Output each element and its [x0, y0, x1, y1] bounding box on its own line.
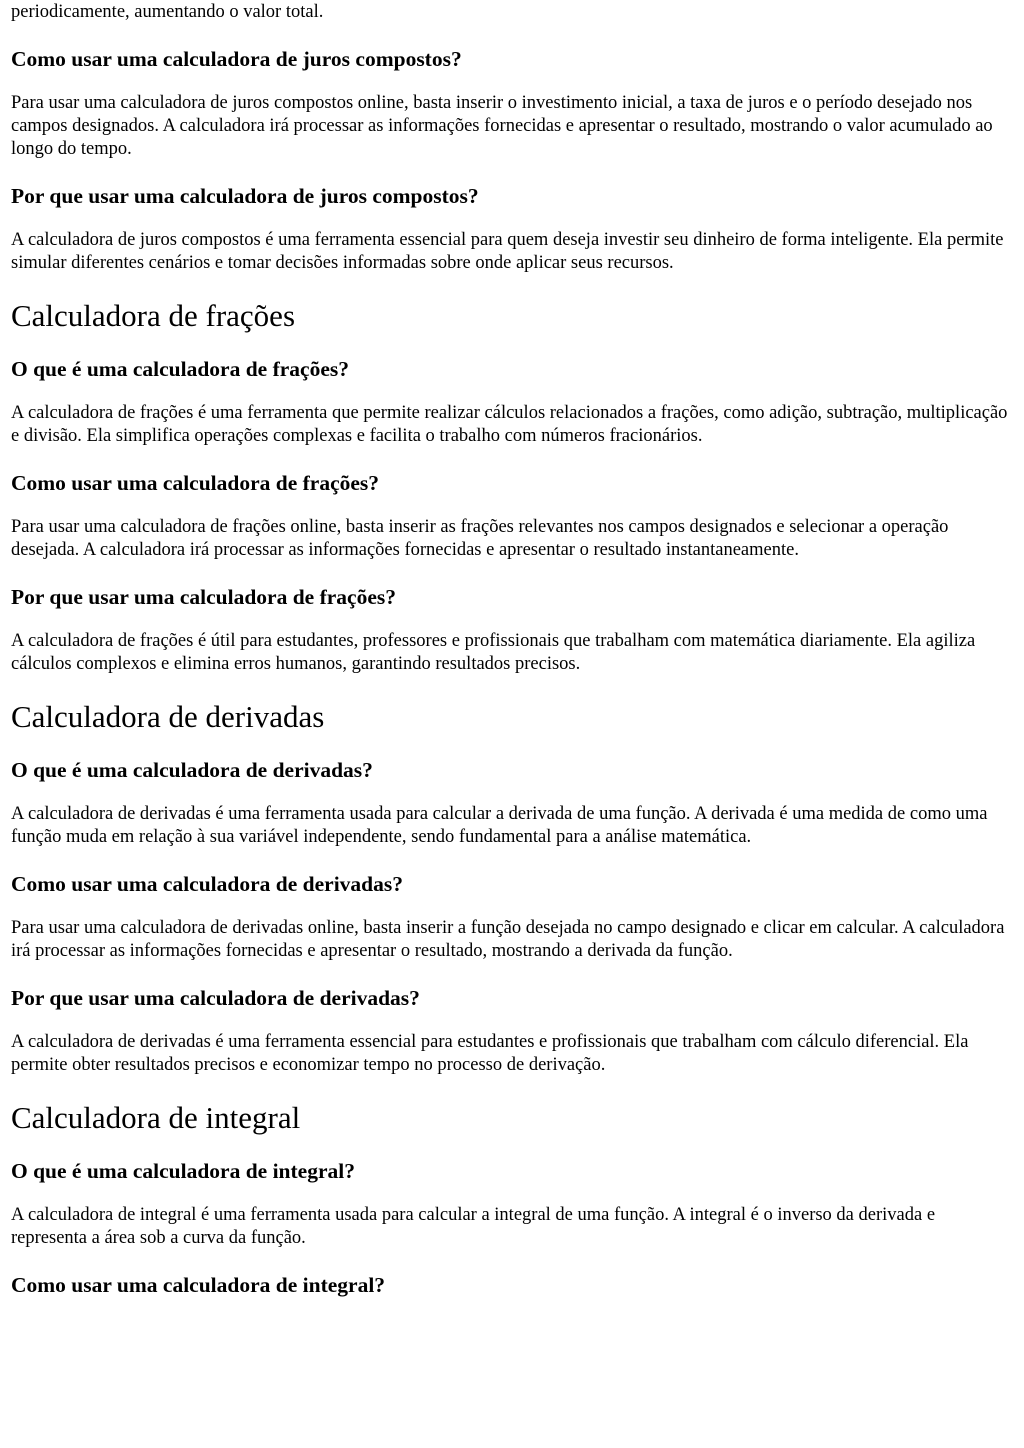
integral-oque-paragraph: A calculadora de integral é uma ferramenta usada para calcular a integral de uma função. A integral é o inverso da derivada e representa a área sob a curva da função. — [11, 1205, 936, 1248]
article-content — [11, 0, 1014, 1298]
fracoes-porque-paragraph: A calculadora de frações é útil para estudantes, professores e profissionais que trabalham com matemática diariamente. Ela agiliza cálculos complexos e elimina erros humanos, garantindo resultados precisos. — [11, 631, 976, 674]
derivadas-section-title: Calculadora de derivadas — [11, 699, 325, 734]
juros-porque-paragraph: A calculadora de juros compostos é uma ferramenta essencial para quem deseja investir seu dinheiro de forma inteligente. Ela permite simular diferentes cenários e tomar decisões informadas sobre onde aplicar seus recursos. — [11, 230, 1004, 273]
fracoes-oque-paragraph: A calculadora de frações é uma ferramenta que permite realizar cálculos relacionados a frações, como adição, subtração, multiplicação e divisão. Ela simplifica operações complexas e facilita o trabalho com números fracionários. — [11, 403, 1008, 446]
fracoes-porque-heading: Por que usar uma calculadora de frações? — [11, 585, 396, 609]
integral-section-title: Calculadora de integral — [11, 1100, 301, 1135]
derivadas-porque-heading: Por que usar uma calculadora de derivadas? — [11, 986, 420, 1010]
fracoes-como-heading: Como usar uma calculadora de frações? — [11, 471, 380, 495]
derivadas-como-paragraph: Para usar uma calculadora de derivadas online, basta inserir a função desejada no campo designado e clicar em calcular. A calculadora irá processar as informações fornecidas e apresentar o resultado, mostrando a derivada da função. — [11, 918, 1005, 961]
integral-oque-heading: O que é uma calculadora de integral? — [11, 1159, 355, 1183]
fracoes-oque-heading: O que é uma calculadora de frações? — [11, 357, 349, 381]
derivadas-oque-heading: O que é uma calculadora de derivadas? — [11, 758, 373, 782]
fracoes-como-paragraph: Para usar uma calculadora de frações online, basta inserir as frações relevantes nos campos designados e selecionar a operação desejada. A calculadora irá processar as informações fornecidas e apresentar o resultado instantaneamente. — [11, 517, 949, 560]
juros-porque-heading: Por que usar uma calculadora de juros compostos? — [11, 184, 479, 208]
derivadas-oque-paragraph: A calculadora de derivadas é uma ferramenta usada para calcular a derivada de uma função. A derivada é uma medida de como uma função muda em relação à sua variável independente, sendo fundamental para a análise matemática. — [11, 804, 988, 847]
intro-tail-paragraph: periodicamente, aumentando o valor total. — [11, 2, 324, 22]
derivadas-porque-paragraph: A calculadora de derivadas é uma ferramenta essencial para estudantes e profissionais que trabalham com cálculo diferencial. Ela permite obter resultados precisos e economizar tempo no processo de derivação. — [11, 1032, 969, 1075]
juros-como-heading: Como usar uma calculadora de juros compostos? — [11, 47, 462, 71]
derivadas-como-heading: Como usar uma calculadora de derivadas? — [11, 872, 403, 896]
juros-como-paragraph: Para usar uma calculadora de juros compostos online, basta inserir o investimento inicial, a taxa de juros e o período desejado nos campos designados. A calculadora irá processar as informações fornecidas e apresentar o resultado, mostrando o valor acumulado ao longo do tempo. — [11, 93, 993, 159]
integral-como-heading: Como usar uma calculadora de integral? — [11, 1273, 386, 1297]
fracoes-section-title: Calculadora de frações — [11, 298, 296, 333]
